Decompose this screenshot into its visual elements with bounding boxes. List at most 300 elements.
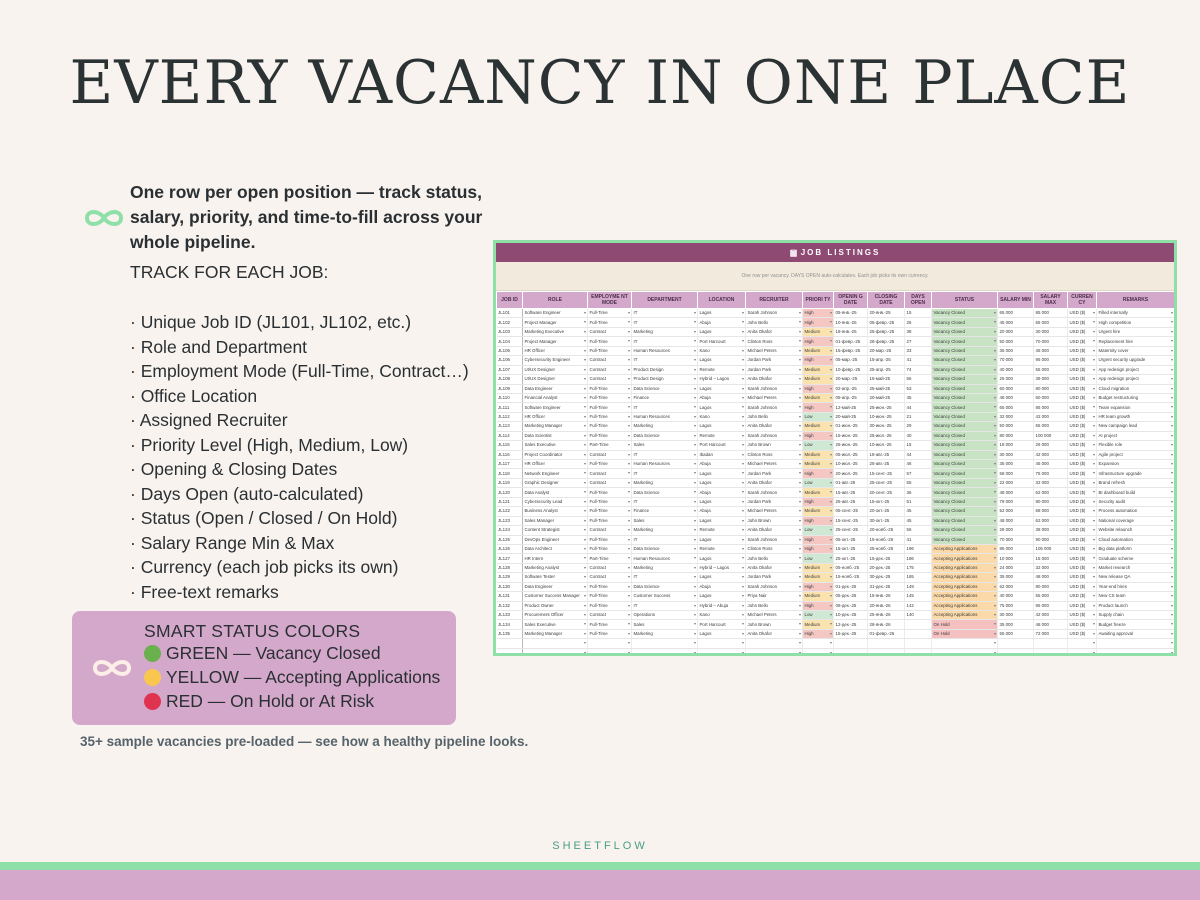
table-cell[interactable]: Low ▾ — [803, 611, 834, 620]
table-cell[interactable]: 25-авг.-25 — [868, 460, 905, 469]
table-cell[interactable]: IT ▾ — [632, 469, 698, 478]
table-cell[interactable]: Lagos ▾ — [698, 592, 746, 601]
table-cell[interactable]: Business Analyst ▾ — [523, 507, 588, 516]
table-cell[interactable]: 12-дек.-25 — [834, 620, 868, 629]
table-cell[interactable]: JL112 — [497, 412, 523, 421]
empty-cell[interactable] — [932, 648, 998, 656]
table-cell[interactable]: JL114 — [497, 431, 523, 440]
table-cell[interactable]: Priya Nair ▾ — [746, 592, 803, 601]
table-cell[interactable]: AI project ▾ — [1097, 431, 1175, 440]
table-cell[interactable]: Data Science ▾ — [632, 384, 698, 393]
table-cell[interactable]: Contract ▾ — [588, 365, 632, 374]
table-cell[interactable]: 48 000 — [998, 393, 1034, 402]
table-cell[interactable]: Hybrid – Lagos ▾ — [698, 563, 746, 572]
table-cell[interactable]: Lagos ▾ — [698, 573, 746, 582]
table-cell[interactable]: Abuja ▾ — [698, 582, 746, 591]
empty-cell[interactable] — [497, 648, 523, 656]
table-cell[interactable]: Expansion ▾ — [1097, 460, 1175, 469]
table-cell[interactable]: 38 000 — [1034, 526, 1068, 535]
table-cell[interactable]: 55 000 — [1034, 592, 1068, 601]
table-cell[interactable]: Lagos ▾ — [698, 535, 746, 544]
table-cell[interactable]: Full-Time ▾ — [588, 601, 632, 610]
table-cell[interactable]: Software Engineer ▾ — [523, 403, 588, 412]
table-cell[interactable]: IT ▾ — [632, 337, 698, 346]
table-cell[interactable]: Sales ▾ — [632, 620, 698, 629]
table-cell[interactable]: Lagos ▾ — [698, 478, 746, 487]
table-cell[interactable]: Customer Success ▾ — [632, 592, 698, 601]
table-cell[interactable]: High ▾ — [803, 535, 834, 544]
table-cell[interactable]: Lagos ▾ — [698, 327, 746, 336]
table-cell[interactable]: Full-Time ▾ — [588, 393, 632, 402]
table-cell[interactable]: Remote ▾ — [698, 365, 746, 374]
table-cell[interactable]: HR team growth ▾ — [1097, 412, 1175, 421]
table-cell[interactable]: Medium ▾ — [803, 563, 834, 572]
table-cell[interactable]: Abuja ▾ — [698, 488, 746, 497]
table-cell[interactable]: 51 — [905, 497, 932, 506]
table-cell[interactable]: JL107 — [497, 365, 523, 374]
table-cell[interactable]: 55 — [905, 478, 932, 487]
table-cell[interactable]: USD ($) ▾ — [1068, 554, 1097, 563]
column-header[interactable]: DEPARTMENT — [632, 292, 698, 309]
table-cell[interactable]: 20-сент.-25 — [868, 488, 905, 497]
table-cell[interactable]: Market research ▾ — [1097, 563, 1175, 572]
table-cell[interactable]: App redesign project ▾ — [1097, 365, 1175, 374]
table-cell[interactable]: 26 — [905, 318, 932, 327]
table-cell[interactable]: 01-дек.-25 — [834, 582, 868, 591]
empty-cell[interactable] — [1068, 639, 1097, 648]
table-cell[interactable]: Vacancy Closed ▾ — [932, 412, 998, 421]
table-cell[interactable]: UI/UX Designer ▾ — [523, 375, 588, 384]
table-cell[interactable]: 142 — [905, 601, 932, 610]
table-cell[interactable]: USD ($) ▾ — [1068, 412, 1097, 421]
empty-cell[interactable] — [588, 639, 632, 648]
table-cell[interactable]: JL111 — [497, 403, 523, 412]
table-cell[interactable]: Clinton Ross ▾ — [746, 450, 803, 459]
table-cell[interactable]: 15-апр.-25 — [868, 356, 905, 365]
table-cell[interactable]: 20-мар.-25 — [868, 346, 905, 355]
table-cell[interactable]: Accepting Applications ▾ — [932, 563, 998, 572]
table-cell[interactable]: 20-дек.-25 — [868, 563, 905, 572]
table-cell[interactable]: Full-Time ▾ — [588, 620, 632, 629]
table-cell[interactable]: Website relaunch ▾ — [1097, 526, 1175, 535]
table-cell[interactable]: Content Strategist ▾ — [523, 526, 588, 535]
table-cell[interactable]: Full-Time ▾ — [588, 384, 632, 393]
table-cell[interactable]: USD ($) ▾ — [1068, 356, 1097, 365]
table-cell[interactable]: 48 000 — [1034, 620, 1068, 629]
table-cell[interactable]: USD ($) ▾ — [1068, 582, 1097, 591]
table-cell[interactable]: Abuja ▾ — [698, 318, 746, 327]
table-cell[interactable]: Vacancy Closed ▾ — [932, 441, 998, 450]
table-cell[interactable]: 01-июн.-25 — [834, 422, 868, 431]
table-cell[interactable]: 25-июн.-25 — [834, 441, 868, 450]
table-cell[interactable]: Marketing Manager ▾ — [523, 629, 588, 638]
table-cell[interactable]: Low ▾ — [803, 554, 834, 563]
table-cell[interactable]: Michael Peters ▾ — [746, 346, 803, 355]
table-cell[interactable]: Ibadan ▾ — [698, 450, 746, 459]
table-cell[interactable]: Cybersecurity Lead ▾ — [523, 497, 588, 506]
table-cell[interactable]: Full-Time ▾ — [588, 431, 632, 440]
table-cell[interactable]: Kano ▾ — [698, 611, 746, 620]
table-cell[interactable]: Sarah Johnson ▾ — [746, 384, 803, 393]
table-cell[interactable]: 80 000 — [998, 431, 1034, 440]
table-cell[interactable]: Contract ▾ — [588, 375, 632, 384]
table-cell[interactable]: 32 000 — [998, 412, 1034, 421]
table-cell[interactable]: 15-окт.-25 — [834, 544, 868, 553]
empty-cell[interactable] — [746, 639, 803, 648]
table-cell[interactable]: High ▾ — [803, 516, 834, 525]
table-cell[interactable]: John Bello ▾ — [746, 318, 803, 327]
table-cell[interactable]: Cloud migration ▾ — [1097, 384, 1175, 393]
table-cell[interactable]: High ▾ — [803, 431, 834, 440]
table-cell[interactable]: Contract ▾ — [588, 611, 632, 620]
empty-cell[interactable] — [632, 639, 698, 648]
table-cell[interactable]: Contract ▾ — [588, 356, 632, 365]
table-cell[interactable]: 140 — [905, 611, 932, 620]
table-cell[interactable]: Vacancy Closed ▾ — [932, 318, 998, 327]
table-cell[interactable]: Jordan Park ▾ — [746, 469, 803, 478]
table-cell[interactable]: USD ($) ▾ — [1068, 346, 1097, 355]
table-cell[interactable]: Vacancy Closed ▾ — [932, 384, 998, 393]
table-cell[interactable]: 65 000 — [1034, 318, 1068, 327]
table-cell[interactable]: 55 000 — [1034, 365, 1068, 374]
table-cell[interactable]: Anita Okafor ▾ — [746, 422, 803, 431]
table-cell[interactable]: Lagos ▾ — [698, 309, 746, 318]
table-cell[interactable]: USD ($) ▾ — [1068, 393, 1097, 402]
table-cell[interactable]: 10 000 — [998, 554, 1034, 563]
table-cell[interactable]: JL127 — [497, 554, 523, 563]
empty-cell[interactable] — [497, 639, 523, 648]
table-cell[interactable]: Infrastructure upgrade ▾ — [1097, 469, 1175, 478]
table-cell[interactable]: JL106 — [497, 356, 523, 365]
table-cell[interactable]: JL135 — [497, 629, 523, 638]
table-cell[interactable]: Vacancy Closed ▾ — [932, 346, 998, 355]
table-cell[interactable]: 20-янв.-25 — [868, 309, 905, 318]
table-cell[interactable]: 105 000 — [1034, 544, 1068, 553]
table-cell[interactable]: Cybersecurity Engineer ▾ — [523, 356, 588, 365]
table-cell[interactable]: 25-сент.-25 — [868, 478, 905, 487]
table-cell[interactable]: Hybrid – Lagos ▾ — [698, 375, 746, 384]
table-cell[interactable]: Medium ▾ — [803, 488, 834, 497]
table-cell[interactable]: Vacancy Closed ▾ — [932, 422, 998, 431]
table-cell[interactable]: Sarah Johnson ▾ — [746, 431, 803, 440]
table-cell[interactable]: Contract ▾ — [588, 450, 632, 459]
table-cell[interactable]: USD ($) ▾ — [1068, 563, 1097, 572]
table-cell[interactable]: 70 000 — [1034, 337, 1068, 346]
table-cell[interactable]: Part-Time ▾ — [588, 441, 632, 450]
table-cell[interactable]: 44 — [905, 403, 932, 412]
table-cell[interactable]: IT ▾ — [632, 601, 698, 610]
table-cell[interactable]: Anita Okafor ▾ — [746, 327, 803, 336]
table-cell[interactable]: Lagos ▾ — [698, 422, 746, 431]
table-cell[interactable]: High ▾ — [803, 403, 834, 412]
table-cell[interactable]: IT ▾ — [632, 403, 698, 412]
table-cell[interactable]: Michael Peters ▾ — [746, 393, 803, 402]
table-cell[interactable]: JL122 — [497, 507, 523, 516]
table-cell[interactable]: 01-февр.-26 — [868, 629, 905, 638]
table-cell[interactable]: 25-февр.-25 — [868, 327, 905, 336]
table-cell[interactable]: Budget restructuring ▾ — [1097, 393, 1175, 402]
table-cell[interactable]: 15 000 — [1034, 554, 1068, 563]
table-cell[interactable]: Lagos ▾ — [698, 516, 746, 525]
table-cell[interactable]: 50 000 — [998, 422, 1034, 431]
table-cell[interactable]: 25-нояб.-25 — [868, 544, 905, 553]
table-cell[interactable]: Lagos ▾ — [698, 554, 746, 563]
table-cell[interactable]: HR Intern ▾ — [523, 554, 588, 563]
table-cell[interactable]: IT ▾ — [632, 497, 698, 506]
table-cell[interactable]: John Brown ▾ — [746, 441, 803, 450]
table-cell[interactable]: JL132 — [497, 601, 523, 610]
table-cell[interactable]: 20-нояб.-25 — [868, 526, 905, 535]
table-cell[interactable]: Vacancy Closed ▾ — [932, 469, 998, 478]
table-cell[interactable]: JL130 — [497, 582, 523, 591]
table-cell[interactable]: 05-дек.-25 — [834, 592, 868, 601]
table-cell[interactable]: Urgent security upgrade ▾ — [1097, 356, 1175, 365]
table-cell[interactable]: Vacancy Closed ▾ — [932, 478, 998, 487]
table-cell[interactable]: IT ▾ — [632, 356, 698, 365]
table-cell[interactable]: 70 000 — [998, 356, 1034, 365]
table-cell[interactable]: IT ▾ — [632, 573, 698, 582]
table-cell[interactable]: 05-февр.-25 — [868, 318, 905, 327]
table-cell[interactable]: On Hold ▾ — [932, 620, 998, 629]
table-cell[interactable]: Product Design ▾ — [632, 375, 698, 384]
table-cell[interactable]: 15-дек.-25 — [834, 629, 868, 638]
table-cell[interactable]: JL102 — [497, 318, 523, 327]
table-cell[interactable]: 39 000 — [1034, 375, 1068, 384]
table-cell[interactable]: Medium ▾ — [803, 573, 834, 582]
table-cell[interactable]: High ▾ — [803, 469, 834, 478]
table-cell[interactable]: Full-Time ▾ — [588, 535, 632, 544]
column-header[interactable]: SALARY MAX — [1034, 292, 1068, 309]
table-cell[interactable]: HR Officer ▾ — [523, 412, 588, 421]
table-cell[interactable]: Medium ▾ — [803, 422, 834, 431]
table-cell[interactable]: 27 — [905, 337, 932, 346]
table-cell[interactable]: New release QA ▾ — [1097, 573, 1175, 582]
table-cell[interactable]: DevOps Engineer ▾ — [523, 535, 588, 544]
table-cell[interactable]: Lagos ▾ — [698, 629, 746, 638]
table-cell[interactable]: Accepting Applications ▾ — [932, 601, 998, 610]
table-cell[interactable]: Full-Time ▾ — [588, 507, 632, 516]
column-header[interactable]: CLOSING DATE — [868, 292, 905, 309]
table-cell[interactable]: Full-Time ▾ — [588, 346, 632, 355]
table-cell[interactable]: Remote ▾ — [698, 544, 746, 553]
table-cell[interactable]: USD ($) ▾ — [1068, 507, 1097, 516]
table-cell[interactable]: Medium ▾ — [803, 620, 834, 629]
table-cell[interactable]: Project Manager ▾ — [523, 337, 588, 346]
table-cell[interactable]: JL108 — [497, 375, 523, 384]
table-cell[interactable]: USD ($) ▾ — [1068, 535, 1097, 544]
table-cell[interactable]: Sales Manager ▾ — [523, 516, 588, 525]
table-cell[interactable]: JL124 — [497, 526, 523, 535]
table-cell[interactable]: 30-июн.-25 — [868, 422, 905, 431]
table-cell[interactable]: Abuja ▾ — [698, 507, 746, 516]
table-cell[interactable]: Data Scientist ▾ — [523, 431, 588, 440]
table-cell[interactable]: 20-май-25 — [834, 412, 868, 421]
table-cell[interactable]: New CS team ▾ — [1097, 592, 1175, 601]
table-cell[interactable]: Vacancy Closed ▾ — [932, 327, 998, 336]
table-cell[interactable]: Hybrid – Abuja ▾ — [698, 601, 746, 610]
table-cell[interactable]: Project Coordinator ▾ — [523, 450, 588, 459]
table-cell[interactable]: UI/UX Designer ▾ — [523, 365, 588, 374]
table-cell[interactable]: Awaiting approval ▾ — [1097, 629, 1175, 638]
table-cell[interactable]: Low ▾ — [803, 412, 834, 421]
table-cell[interactable]: Michael Peters ▾ — [746, 460, 803, 469]
table-cell[interactable]: 33 — [905, 346, 932, 355]
table-cell[interactable]: 30 000 — [1034, 327, 1068, 336]
table-cell[interactable]: Data Engineer ▾ — [523, 582, 588, 591]
table-cell[interactable]: USD ($) ▾ — [1068, 309, 1097, 318]
table-cell[interactable]: Sarah Johnson ▾ — [746, 309, 803, 318]
table-cell[interactable]: Marketing ▾ — [632, 563, 698, 572]
table-cell[interactable]: 05-июл.-25 — [834, 450, 868, 459]
table-cell[interactable]: 21 — [905, 412, 932, 421]
empty-cell[interactable] — [746, 648, 803, 656]
table-cell[interactable]: 05-нояб.-25 — [834, 563, 868, 572]
table-cell[interactable]: Full-Time ▾ — [588, 422, 632, 431]
table-cell[interactable]: Human Resources ▾ — [632, 554, 698, 563]
table-cell[interactable]: JL104 — [497, 337, 523, 346]
table-cell[interactable]: 25-авг.-25 — [834, 497, 868, 506]
column-header[interactable]: REMARKS — [1097, 292, 1175, 309]
table-cell[interactable]: App redesign project ▾ — [1097, 375, 1175, 384]
table-cell[interactable]: 30-окт.-25 — [868, 516, 905, 525]
table-cell[interactable]: 56 — [905, 526, 932, 535]
table-cell[interactable]: USD ($) ▾ — [1068, 384, 1097, 393]
table-cell[interactable]: Full-Time ▾ — [588, 412, 632, 421]
table-cell[interactable]: 25-янв.-26 — [868, 611, 905, 620]
table-cell[interactable]: 40 — [905, 431, 932, 440]
table-cell[interactable]: Customer Success Manager ▾ — [523, 592, 588, 601]
empty-cell[interactable] — [868, 648, 905, 656]
table-cell[interactable]: Graphic Designer ▾ — [523, 478, 588, 487]
table-cell[interactable]: 30 000 — [998, 450, 1034, 459]
table-cell[interactable]: Vacancy Closed ▾ — [932, 526, 998, 535]
table-cell[interactable]: 25-июн.-25 — [868, 403, 905, 412]
empty-cell[interactable] — [998, 648, 1034, 656]
table-cell[interactable]: Anita Okafor ▾ — [746, 629, 803, 638]
table-cell[interactable]: Vacancy Closed ▾ — [932, 431, 998, 440]
table-cell[interactable]: Low ▾ — [803, 526, 834, 535]
table-cell[interactable]: 30 000 — [998, 611, 1034, 620]
table-cell[interactable]: 15-авг.-25 — [834, 488, 868, 497]
table-cell[interactable]: Port Harcourt ▾ — [698, 620, 746, 629]
table-cell[interactable]: JL129 — [497, 573, 523, 582]
table-cell[interactable]: Full-Time ▾ — [588, 516, 632, 525]
table-cell[interactable]: Marketing ▾ — [632, 478, 698, 487]
table-cell[interactable]: Sarah Johnson ▾ — [746, 582, 803, 591]
table-cell[interactable]: Jordan Park ▾ — [746, 365, 803, 374]
table-cell[interactable]: 75 000 — [1034, 469, 1068, 478]
table-cell[interactable]: 35 000 — [998, 573, 1034, 582]
table-cell[interactable]: 85 000 — [1034, 403, 1068, 412]
table-cell[interactable]: 18-авг.-25 — [868, 450, 905, 459]
table-cell[interactable]: 18-янв.-25 — [834, 327, 868, 336]
table-cell[interactable]: Sales ▾ — [632, 441, 698, 450]
table-cell[interactable]: 35 000 — [998, 460, 1034, 469]
table-cell[interactable]: 56 — [905, 375, 932, 384]
empty-cell[interactable] — [1068, 648, 1097, 656]
table-cell[interactable]: USD ($) ▾ — [1068, 441, 1097, 450]
empty-cell[interactable] — [523, 648, 588, 656]
table-cell[interactable]: High ▾ — [803, 356, 834, 365]
table-cell[interactable]: JL123 — [497, 516, 523, 525]
table-cell[interactable]: Vacancy Closed ▾ — [932, 507, 998, 516]
table-cell[interactable]: Vacancy Closed ▾ — [932, 516, 998, 525]
table-cell[interactable]: JL119 — [497, 478, 523, 487]
table-cell[interactable]: 48 000 — [998, 516, 1034, 525]
table-cell[interactable]: Jordan Park ▾ — [746, 356, 803, 365]
table-cell[interactable]: 10-июл.-25 — [868, 441, 905, 450]
table-cell[interactable]: 62 000 — [1034, 488, 1068, 497]
table-cell[interactable]: Budget freeze ▾ — [1097, 620, 1175, 629]
table-cell[interactable]: Full-Time ▾ — [588, 582, 632, 591]
column-header[interactable]: ROLE — [523, 292, 588, 309]
table-cell[interactable]: JL121 — [497, 497, 523, 506]
table-cell[interactable]: 25-сент.-25 — [834, 526, 868, 535]
table-cell[interactable]: High ▾ — [803, 497, 834, 506]
table-cell[interactable]: USD ($) ▾ — [1068, 431, 1097, 440]
table-cell[interactable]: 45 000 — [1034, 346, 1068, 355]
table-cell[interactable]: 05-апр.-25 — [834, 393, 868, 402]
table-cell[interactable]: Vacancy Closed ▾ — [932, 365, 998, 374]
table-cell[interactable]: 25-июл.-25 — [868, 431, 905, 440]
table-cell[interactable]: Contract ▾ — [588, 327, 632, 336]
table-cell[interactable]: Full-Time ▾ — [588, 544, 632, 553]
table-cell[interactable]: Flexible role ▾ — [1097, 441, 1175, 450]
table-cell[interactable]: BI dashboard build ▾ — [1097, 488, 1175, 497]
table-cell[interactable]: 10-дек.-25 — [834, 611, 868, 620]
table-cell[interactable]: Human Resources ▾ — [632, 346, 698, 355]
empty-cell[interactable] — [998, 639, 1034, 648]
column-header[interactable]: STATUS — [932, 292, 998, 309]
table-cell[interactable]: 02-апр.-25 — [834, 384, 868, 393]
table-cell[interactable]: 10-июн.-25 — [868, 412, 905, 421]
table-cell[interactable]: 28-янв.-26 — [868, 620, 905, 629]
table-cell[interactable]: Sarah Johnson ▾ — [746, 488, 803, 497]
table-cell[interactable]: Accepting Applications ▾ — [932, 582, 998, 591]
table-cell[interactable]: Michael Peters ▾ — [746, 507, 803, 516]
table-cell[interactable]: On Hold ▾ — [932, 629, 998, 638]
table-cell[interactable]: IT ▾ — [632, 318, 698, 327]
table-cell[interactable]: Part-Time ▾ — [588, 554, 632, 563]
table-cell[interactable]: 18 000 — [998, 441, 1034, 450]
table-cell[interactable]: Finance ▾ — [632, 393, 698, 402]
table-cell[interactable]: 42 000 — [1034, 412, 1068, 421]
table-cell[interactable]: Accepting Applications ▾ — [932, 554, 998, 563]
table-cell[interactable]: 35 000 — [998, 620, 1034, 629]
table-cell[interactable]: Vacancy Closed ▾ — [932, 403, 998, 412]
table-cell[interactable]: Remote ▾ — [698, 431, 746, 440]
table-cell[interactable]: USD ($) ▾ — [1068, 337, 1097, 346]
table-cell[interactable]: 29 — [905, 422, 932, 431]
table-cell[interactable]: 15 — [905, 309, 932, 318]
table-cell[interactable]: USD ($) ▾ — [1068, 573, 1097, 582]
table-cell[interactable]: 20-янв.-26 — [868, 601, 905, 610]
table-cell[interactable]: IT ▾ — [632, 309, 698, 318]
table-cell[interactable]: Vacancy Closed ▾ — [932, 337, 998, 346]
table-cell[interactable]: Clinton Ross ▾ — [746, 544, 803, 553]
table-cell[interactable]: Filled internally ▾ — [1097, 309, 1175, 318]
table-cell[interactable]: John Bello ▾ — [746, 601, 803, 610]
table-cell[interactable]: Sarah Johnson ▾ — [746, 403, 803, 412]
table-cell[interactable]: National coverage ▾ — [1097, 516, 1175, 525]
table-cell[interactable]: Data Science ▾ — [632, 431, 698, 440]
table-cell[interactable]: USD ($) ▾ — [1068, 403, 1097, 412]
table-cell[interactable]: 32 000 — [1034, 563, 1068, 572]
table-cell[interactable]: 85 000 — [998, 544, 1034, 553]
empty-cell[interactable] — [803, 648, 834, 656]
table-cell[interactable]: 80 000 — [1034, 582, 1068, 591]
table-cell[interactable]: 15-нояб.-25 — [834, 573, 868, 582]
